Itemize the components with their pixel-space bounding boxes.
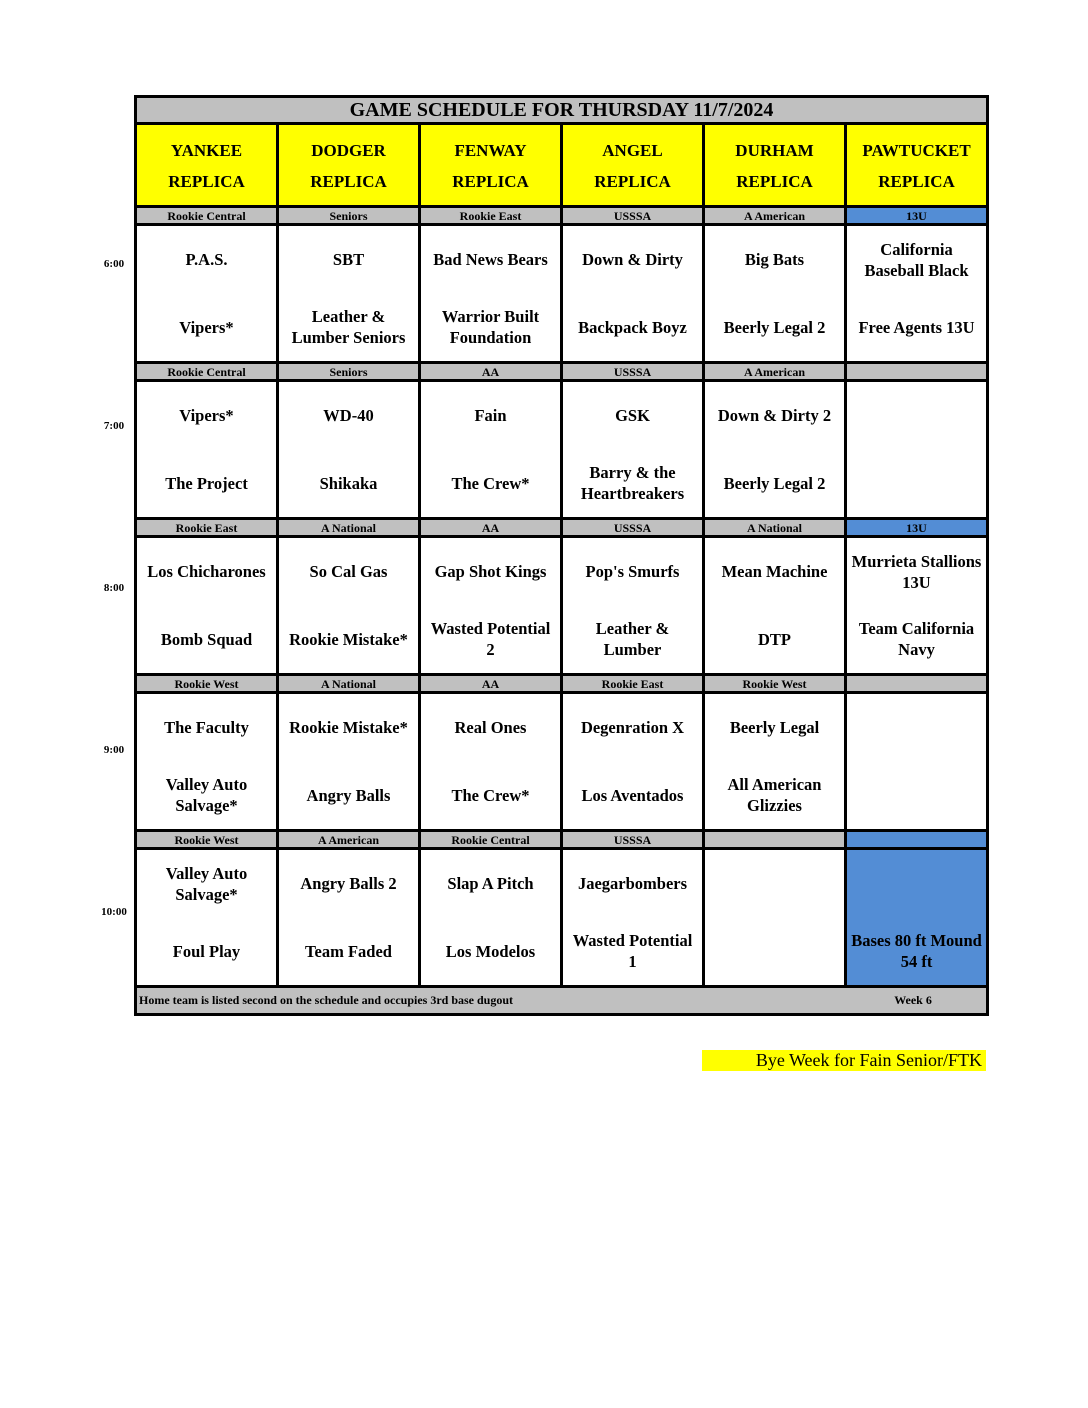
away-team: Angry Balls 2 bbox=[300, 874, 397, 894]
footer-row bbox=[136, 987, 988, 1015]
division-label: Seniors bbox=[278, 363, 420, 381]
home-team bbox=[705, 918, 844, 986]
division-label: A National bbox=[278, 675, 420, 693]
division-label: 13U bbox=[846, 519, 988, 537]
division-label: Rookie Central bbox=[136, 207, 278, 225]
away-team: So Cal Gas bbox=[309, 562, 388, 582]
home-team: All American Glizzies bbox=[727, 775, 822, 816]
game-row-8pm bbox=[136, 537, 988, 675]
game-cell bbox=[136, 537, 278, 675]
home-team: Free Agents 13U bbox=[858, 317, 975, 337]
away-team: Slap A Pitch bbox=[447, 874, 534, 894]
game-cell bbox=[562, 537, 704, 675]
division-label: A American bbox=[704, 363, 846, 381]
division-label: AA bbox=[420, 519, 562, 537]
division-row-8pm bbox=[136, 519, 988, 537]
home-team: Bomb Squad bbox=[160, 629, 253, 649]
game-cell bbox=[136, 225, 278, 363]
away-team: Degenration X bbox=[580, 718, 685, 738]
division-row-10pm bbox=[136, 831, 988, 849]
field-header-fenway: FENWAY REPLICA bbox=[420, 124, 562, 207]
home-team: Los Modelos bbox=[445, 941, 536, 961]
time-label: 8:00 bbox=[103, 582, 125, 594]
game-cell bbox=[704, 381, 846, 519]
game-cell bbox=[562, 693, 704, 831]
division-label: Rookie Central bbox=[420, 831, 562, 849]
field-header-durham: DURHAM REPLICA bbox=[704, 124, 846, 207]
home-team: The Crew* bbox=[451, 785, 530, 805]
home-team: Barry & the Heartbreakers bbox=[580, 463, 685, 504]
time-label: 9:00 bbox=[103, 744, 125, 756]
division-label bbox=[846, 675, 988, 693]
home-team: Shikaka bbox=[319, 473, 378, 493]
time-label: 10:00 bbox=[101, 906, 127, 918]
home-team bbox=[847, 450, 986, 518]
game-cell bbox=[278, 537, 420, 675]
away-team: Rookie Mistake* bbox=[289, 718, 408, 738]
away-team: SBT bbox=[332, 250, 365, 270]
away-team: Down & Dirty 2 bbox=[717, 406, 832, 426]
division-label: USSSA bbox=[562, 519, 704, 537]
division-label: A American bbox=[278, 831, 420, 849]
game-cell bbox=[846, 225, 988, 363]
game-cell bbox=[704, 849, 846, 987]
away-team: Bad News Bears bbox=[433, 250, 548, 270]
game-cell bbox=[136, 849, 278, 987]
game-cell bbox=[278, 381, 420, 519]
home-team: Leather & Lumber Seniors bbox=[291, 307, 406, 348]
home-team: Backpack Boyz bbox=[578, 317, 687, 337]
home-team: Team California Navy bbox=[858, 619, 975, 660]
field-header-pawtucket: PAWTUCKET REPLICA bbox=[846, 124, 988, 207]
away-team: Mean Machine bbox=[721, 562, 828, 582]
away-team: Gap Shot Kings bbox=[434, 562, 547, 582]
away-team bbox=[847, 382, 986, 450]
division-label: Rookie Central bbox=[136, 363, 278, 381]
division-label bbox=[846, 363, 988, 381]
home-team: Warrior Built Foundation bbox=[441, 307, 540, 348]
time-label: 6:00 bbox=[103, 258, 125, 270]
away-team: The Faculty bbox=[164, 718, 249, 738]
away-team: Fain bbox=[474, 406, 507, 426]
away-team: Murrieta Stallions 13U bbox=[851, 551, 982, 592]
division-label: Rookie West bbox=[136, 831, 278, 849]
game-cell bbox=[846, 537, 988, 675]
away-team bbox=[847, 694, 986, 762]
home-team: Leather & Lumber bbox=[595, 619, 670, 660]
home-team: Team Faded bbox=[305, 941, 392, 961]
home-team: Vipers* bbox=[179, 317, 234, 337]
away-team bbox=[705, 850, 844, 918]
game-cell bbox=[278, 849, 420, 987]
division-label: A National bbox=[278, 519, 420, 537]
game-cell bbox=[704, 693, 846, 831]
game-row-7pm bbox=[136, 381, 988, 519]
home-team: Beerly Legal 2 bbox=[723, 473, 826, 493]
field-dimensions: Bases 80 ft Mound 54 ft bbox=[851, 931, 982, 972]
away-team: P.A.S. bbox=[185, 250, 228, 270]
field-header-yankee: YANKEE REPLICA bbox=[136, 124, 278, 207]
game-row-6pm bbox=[136, 225, 988, 363]
game-cell bbox=[278, 693, 420, 831]
away-team: WD-40 bbox=[323, 406, 374, 426]
home-team bbox=[847, 762, 986, 830]
away-team bbox=[847, 850, 986, 918]
away-team: Los Chicharones bbox=[147, 562, 266, 582]
game-cell bbox=[562, 849, 704, 987]
home-team: The Crew* bbox=[451, 473, 530, 493]
away-team: Jaegarbombers bbox=[577, 874, 688, 894]
home-team: Los Aventados bbox=[581, 785, 684, 805]
bye-week-note: Bye Week for Fain Senior/FTK bbox=[702, 1050, 986, 1071]
away-team: Vipers* bbox=[179, 406, 234, 426]
division-label: USSSA bbox=[562, 363, 704, 381]
away-team: Big Bats bbox=[744, 250, 805, 270]
field-header-dodger: DODGER REPLICA bbox=[278, 124, 420, 207]
schedule-table bbox=[134, 95, 989, 1016]
away-team: Down & Dirty bbox=[582, 250, 683, 270]
game-cell bbox=[420, 849, 562, 987]
home-team: Beerly Legal 2 bbox=[723, 317, 826, 337]
division-label: AA bbox=[420, 675, 562, 693]
game-cell bbox=[278, 225, 420, 363]
division-label: Rookie East bbox=[562, 675, 704, 693]
division-label: 13U bbox=[846, 207, 988, 225]
away-team: Beerly Legal bbox=[729, 718, 820, 738]
division-label: USSSA bbox=[562, 207, 704, 225]
division-label: Rookie West bbox=[704, 675, 846, 693]
page-title: GAME SCHEDULE FOR THURSDAY 11/7/2024 bbox=[136, 97, 988, 124]
division-label: AA bbox=[420, 363, 562, 381]
home-team: DTP bbox=[758, 629, 791, 649]
division-row-6pm bbox=[136, 207, 988, 225]
division-label bbox=[846, 831, 988, 849]
field-header-angel: ANGEL REPLICA bbox=[562, 124, 704, 207]
field-info-cell bbox=[846, 849, 988, 987]
game-cell bbox=[420, 225, 562, 363]
away-team: GSK bbox=[615, 406, 650, 426]
time-label: 7:00 bbox=[103, 420, 125, 432]
game-cell bbox=[136, 693, 278, 831]
game-cell bbox=[846, 381, 988, 519]
game-cell bbox=[136, 381, 278, 519]
game-row-10pm bbox=[136, 849, 988, 987]
division-row-7pm bbox=[136, 363, 988, 381]
game-cell bbox=[420, 693, 562, 831]
division-label: USSSA bbox=[562, 831, 704, 849]
away-team: California Baseball Black bbox=[864, 239, 969, 280]
home-team: Wasted Potential 1 bbox=[572, 931, 693, 972]
home-team: Foul Play bbox=[172, 941, 241, 961]
game-cell bbox=[420, 537, 562, 675]
home-team: The Project bbox=[165, 473, 248, 493]
home-team: Rookie Mistake* bbox=[289, 629, 408, 649]
away-team: Pop's Smurfs bbox=[585, 562, 680, 582]
away-team: Real Ones bbox=[454, 718, 527, 738]
game-cell bbox=[704, 225, 846, 363]
division-label: A American bbox=[704, 207, 846, 225]
division-label: Rookie West bbox=[136, 675, 278, 693]
home-team-note: Home team is listed second on the schedule and occupies 3rd base dugout bbox=[139, 993, 514, 1007]
division-label: A National bbox=[704, 519, 846, 537]
game-cell bbox=[420, 381, 562, 519]
week-label: Week 6 bbox=[894, 993, 932, 1007]
home-team: Wasted Potential 2 bbox=[430, 619, 551, 660]
division-row-9pm bbox=[136, 675, 988, 693]
game-cell bbox=[704, 537, 846, 675]
division-label: Rookie East bbox=[136, 519, 278, 537]
game-cell bbox=[562, 381, 704, 519]
division-label: Seniors bbox=[278, 207, 420, 225]
division-label: Rookie East bbox=[420, 207, 562, 225]
home-team: Angry Balls bbox=[306, 785, 391, 805]
away-team: Valley Auto Salvage* bbox=[165, 863, 248, 904]
game-cell bbox=[562, 225, 704, 363]
home-team: Valley Auto Salvage* bbox=[165, 775, 248, 816]
game-cell bbox=[846, 693, 988, 831]
division-label bbox=[704, 831, 846, 849]
game-row-9pm bbox=[136, 693, 988, 831]
